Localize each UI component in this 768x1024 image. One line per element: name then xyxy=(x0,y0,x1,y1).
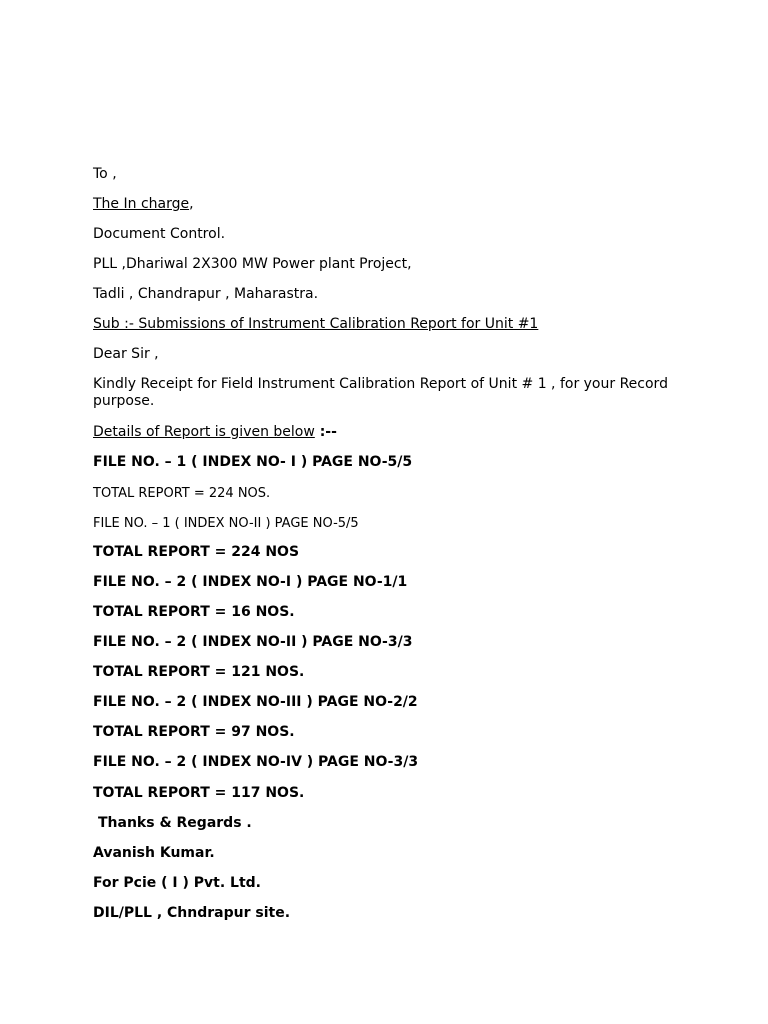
total-report: TOTAL REPORT = 97 NOS. xyxy=(93,724,295,740)
file-entry: FILE NO. – 2 ( INDEX NO-III ) PAGE NO-2/2 xyxy=(93,694,418,710)
signer-site: DIL/PLL , Chndrapur site. xyxy=(93,905,291,921)
recipient-address: Tadli , Chandrapur , Maharastra. xyxy=(93,286,319,302)
total-report: TOTAL REPORT = 117 NOS. xyxy=(93,785,305,801)
file-entry: FILE NO. – 2 ( INDEX NO-I ) PAGE NO-1/1 xyxy=(93,574,408,590)
details-heading xyxy=(93,424,337,441)
subject-line: Sub :- Submissions of Instrument Calibration Report for Unit #1 xyxy=(93,316,539,332)
salutation-to: To , xyxy=(93,166,117,182)
file-entry: FILE NO. – 2 ( INDEX NO-II ) PAGE NO-3/3 xyxy=(93,634,413,650)
file-entry: FILE NO. – 1 ( INDEX NO- I ) PAGE NO-5/5 xyxy=(93,454,413,470)
file-entry: FILE NO. – 1 ( INDEX NO-II ) PAGE NO-5/5 xyxy=(93,516,359,531)
total-report: TOTAL REPORT = 224 NOS xyxy=(93,544,300,560)
signer-name: Avanish Kumar. xyxy=(93,845,215,861)
recipient-dept: Document Control. xyxy=(93,226,226,242)
greeting: Dear Sir , xyxy=(93,346,159,362)
file-entry: FILE NO. – 2 ( INDEX NO-IV ) PAGE NO-3/3 xyxy=(93,754,419,770)
body-paragraph: Kindly Receipt for Field Instrument Calibration Report of Unit # 1 , for your Record purpose. xyxy=(93,376,668,409)
recipient-title-suffix: , xyxy=(189,196,194,212)
details-heading-text: Details of Report is given below xyxy=(93,424,315,440)
recipient-org: PLL ,Dhariwal 2X300 MW Power plant Project, xyxy=(93,256,412,272)
recipient-title-text: The In charge xyxy=(93,196,190,212)
recipient-title xyxy=(93,196,194,213)
total-report: TOTAL REPORT = 16 NOS. xyxy=(93,604,295,620)
details-heading-suffix: :-- xyxy=(314,424,337,440)
signer-company: For Pcie ( I ) Pvt. Ltd. xyxy=(93,875,261,891)
closing: Thanks & Regards . xyxy=(98,815,252,831)
total-report: TOTAL REPORT = 121 NOS. xyxy=(93,664,305,680)
total-report: TOTAL REPORT = 224 NOS. xyxy=(93,486,271,501)
